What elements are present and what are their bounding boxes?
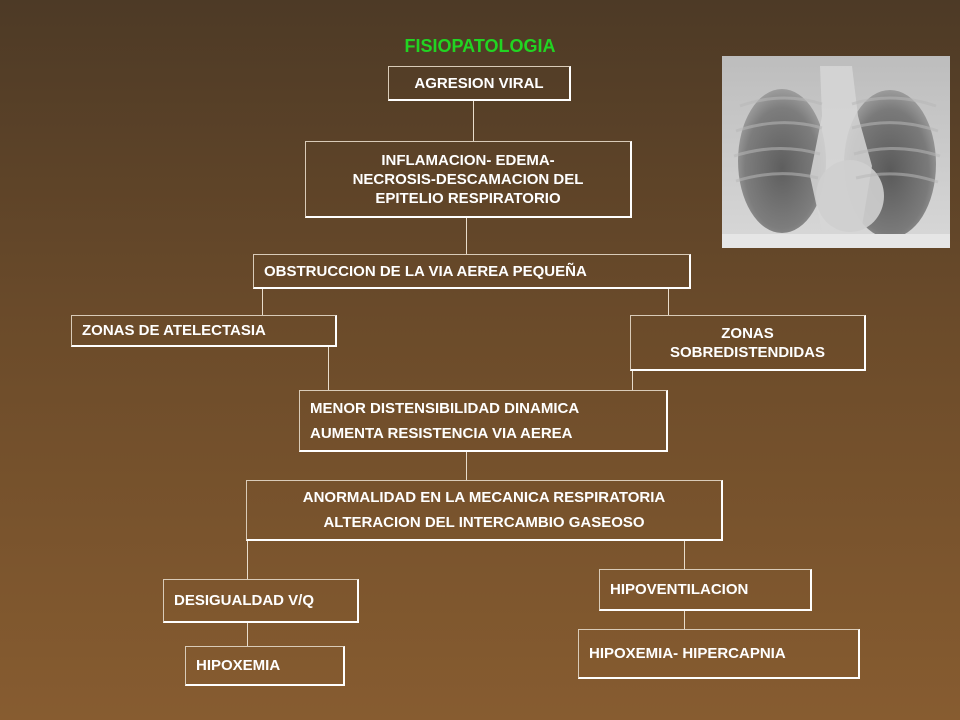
node-text: OBSTRUCCION DE LA VIA AEREA PEQUEÑA (264, 262, 587, 280)
node-mecanica (246, 480, 723, 541)
connector-atelectasia-distensibilidad (328, 346, 329, 391)
node-inflamacion (305, 141, 632, 218)
node-text: INFLAMACION- EDEMA- (381, 151, 555, 169)
node-obstruccion (253, 254, 691, 289)
node-text: ANORMALIDAD EN LA MECANICA RESPIRATORIA (302, 489, 666, 506)
connector-obstruccion-atelectasia (262, 289, 263, 316)
chest-xray-image (722, 56, 950, 248)
node-hipoxemia-hipercapnia (578, 629, 860, 679)
node-hipoventilacion (599, 569, 812, 611)
node-agresion-viral (388, 66, 571, 101)
node-text: AGRESION VIRAL (414, 74, 544, 92)
connector-obstruccion-sobredistendidas (668, 289, 669, 316)
node-desigualdad (163, 579, 359, 623)
node-atelectasia (71, 315, 337, 347)
node-text: SOBREDISTENDIDAS (669, 343, 826, 361)
connector-sobredistendidas-distensibilidad (632, 370, 633, 391)
node-sobredistendidas (630, 315, 866, 371)
node-hipoxemia (185, 646, 345, 686)
node-text: ALTERACION DEL INTERCAMBIO GASEOSO (323, 514, 645, 531)
diagram-title: FISIOPATOLOGIA (404, 36, 556, 56)
node-text: DESIGUALDAD V/Q (174, 592, 315, 609)
node-text: AUMENTA RESISTENCIA VIA AEREA (310, 424, 573, 442)
connector-agresion-inflamacion (473, 100, 474, 142)
connector-mecanica-hipoventilacion (684, 540, 685, 570)
node-text: MENOR DISTENSIBILIDAD DINAMICA (310, 399, 580, 417)
connector-distensibilidad-mecanica (466, 451, 467, 481)
node-text: HIPOVENTILACION (610, 581, 749, 598)
connector-inflamacion-obstruccion (466, 217, 467, 255)
chest-xray-svg (722, 56, 950, 248)
node-text: ZONAS DE ATELECTASIA (82, 322, 266, 339)
node-text: NECROSIS-DESCAMACION DEL (352, 170, 584, 188)
node-text: ZONAS (721, 324, 774, 342)
connector-mecanica-desigualdad (247, 540, 248, 580)
node-text: HIPOXEMIA (196, 657, 281, 674)
node-text: HIPOXEMIA- HIPERCAPNIA (589, 645, 786, 662)
connector-desigualdad-hipoxemia (247, 622, 248, 647)
node-text: EPITELIO RESPIRATORIO (375, 189, 561, 207)
node-distensibilidad (299, 390, 668, 452)
connector-hipoventilacion-hipercapnia (684, 610, 685, 630)
